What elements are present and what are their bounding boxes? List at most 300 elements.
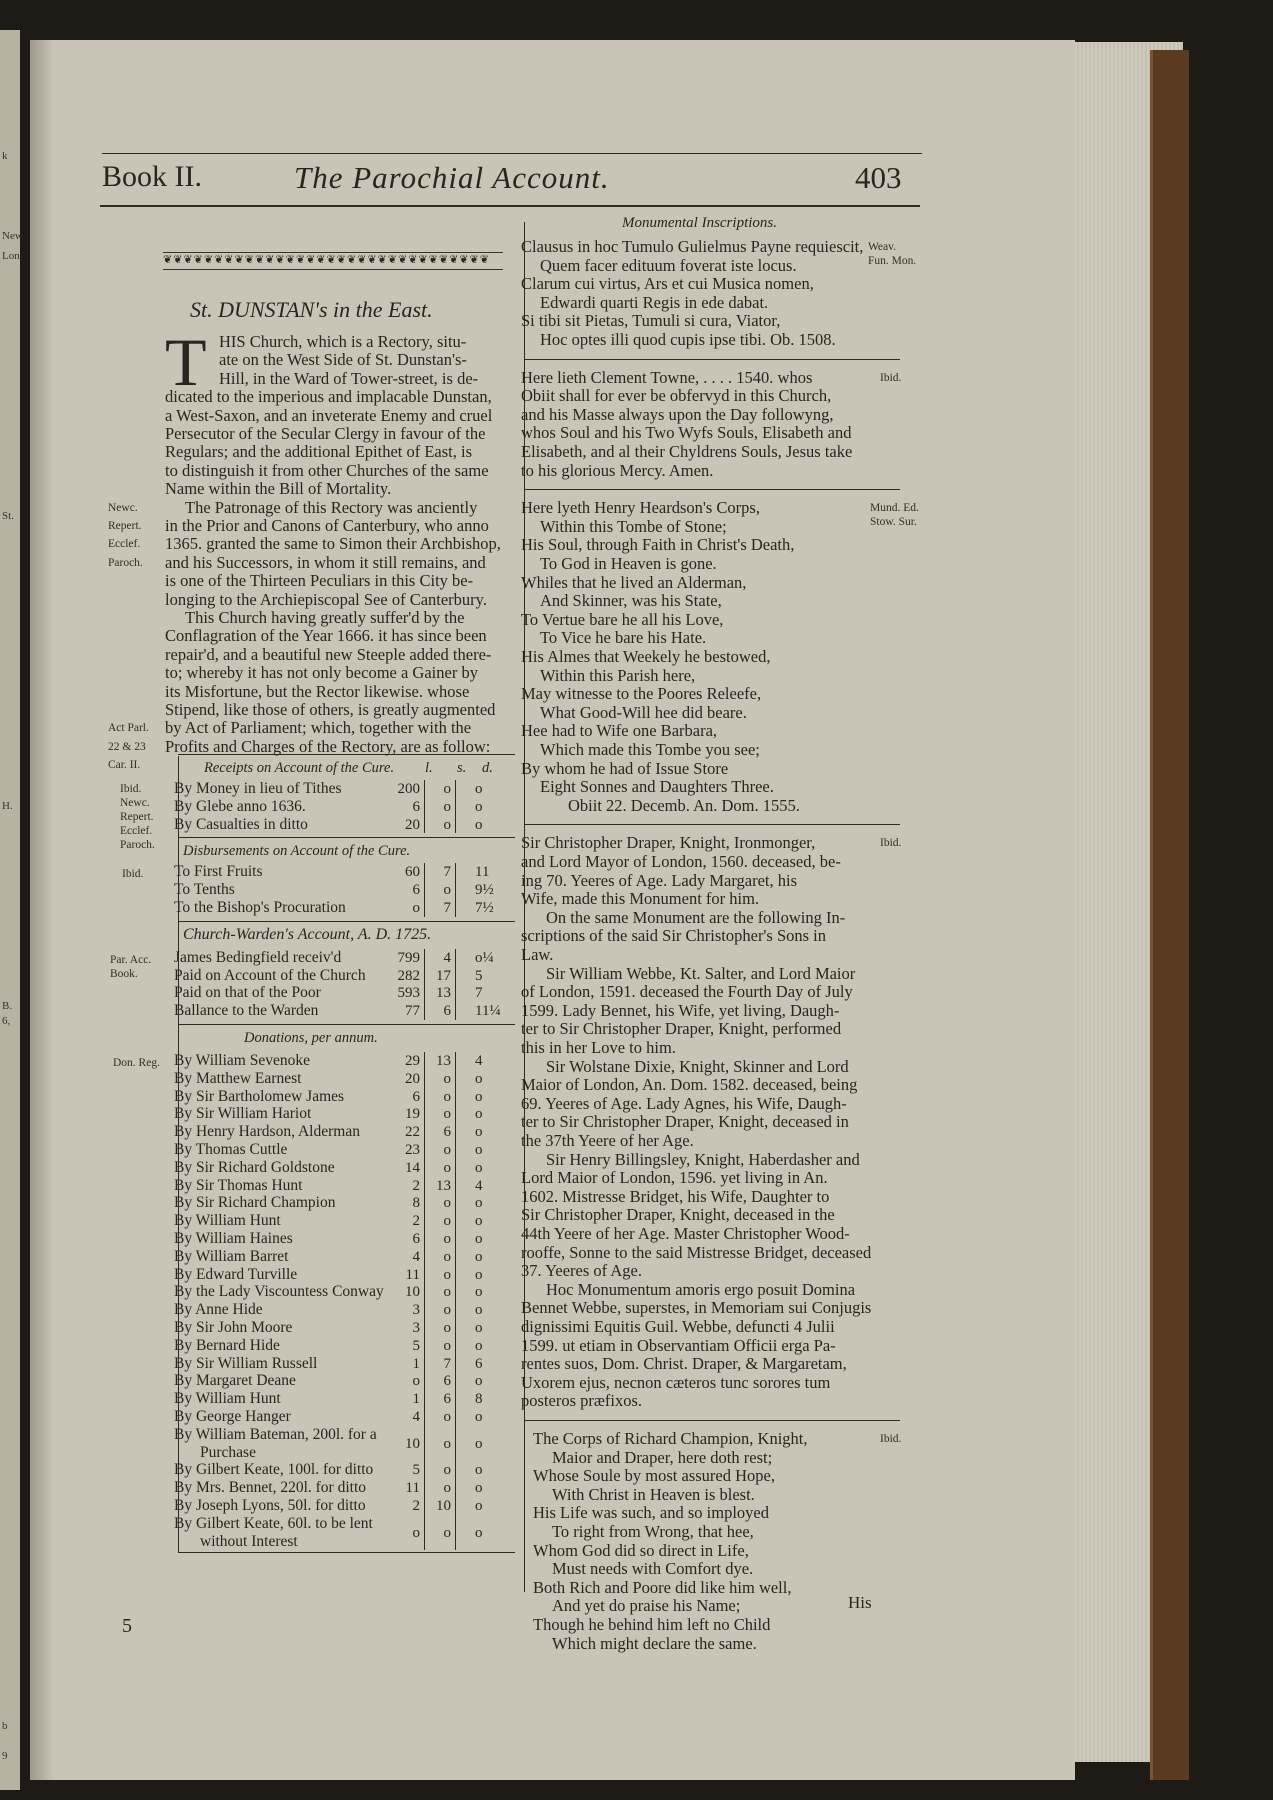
inscription-line: Whiles that he lived an Alderman,: [521, 573, 747, 592]
amount-pence: o: [475, 1195, 483, 1212]
body-line: Name within the Bill of Mortality.: [165, 480, 392, 499]
amount-pounds: 4: [412, 1409, 420, 1425]
entry-label: By William Sevenoke: [174, 1052, 310, 1069]
amount-shillings: o: [443, 1248, 451, 1265]
inscription-line: To right from Wrong, that hee,: [552, 1523, 754, 1541]
entry-label: By Sir Bartholomew James: [174, 1087, 345, 1105]
amount-shillings: o: [443, 798, 451, 815]
header-rule-bottom: [100, 205, 920, 207]
body-line: by Act of Parliament; which, together with the: [165, 719, 472, 738]
margin-note: Ecclef.: [108, 538, 141, 551]
amount-pence: 5: [475, 967, 483, 984]
entry-label: By Glebe anno 1636.: [174, 797, 306, 815]
amount-pounds: 60: [405, 864, 420, 881]
amount-pounds: 282: [397, 967, 420, 984]
amount-pence: o: [475, 1337, 483, 1354]
amount-pence: o: [475, 1524, 483, 1541]
entry-label: Ballance to the Warden: [174, 1002, 319, 1020]
inscription-line: 37. Yeeres of Age.: [521, 1262, 642, 1281]
table-rule: [178, 1552, 515, 1553]
table-rule: [178, 1024, 515, 1025]
inscription-line: To Vice he bare his Hate.: [540, 629, 707, 648]
inscription-line: Law.: [521, 946, 554, 964]
table-frame-left: [178, 756, 179, 1552]
column-rule: [455, 949, 456, 1020]
table-caption: Receipts on Account of the Cure.: [204, 760, 395, 776]
body-line: HIS Church, which is a Rectory, situ-: [219, 333, 467, 351]
amount-pence: 7: [475, 985, 483, 1002]
amount-pence: o: [475, 1248, 483, 1265]
amount-pence: o: [475, 1231, 483, 1247]
inscription-line: posteros præfixos.: [521, 1392, 642, 1411]
edge-fragment: 6,: [2, 1015, 11, 1027]
amount-pounds: o: [412, 1373, 420, 1390]
entry-label: By the Lady Viscountess Conway: [174, 1283, 384, 1301]
inscription-line: Though he behind him left no Child: [533, 1616, 771, 1634]
entry-label: By Margaret Deane: [174, 1372, 296, 1390]
margin-note: Ibid.: [880, 371, 902, 384]
edge-fragment: St.: [2, 510, 14, 522]
amount-shillings: o: [443, 1106, 451, 1123]
amount-pounds: 11: [405, 1480, 420, 1497]
entry-label: By William Hunt: [174, 1212, 281, 1230]
amount-shillings: 13: [436, 1053, 451, 1069]
amount-pence: o: [475, 798, 483, 815]
inscription-line: His Almes that Weekely he bestowed,: [521, 648, 771, 666]
entry-label: By Sir William Russell: [174, 1354, 318, 1372]
amount-shillings: 6: [443, 1124, 451, 1141]
entry-label: By Henry Hardson, Alderman: [174, 1123, 360, 1141]
catchword: His: [848, 1593, 872, 1612]
header-title: The Parochial Account.: [294, 160, 610, 195]
inscription-line: ing 70. Yeeres of Age. Lady Margaret, his: [521, 871, 798, 890]
amount-shillings: o: [443, 1480, 451, 1497]
entry-label: To First Fruits: [174, 863, 263, 881]
inscription-line: rooffe, Sonne to the said Mistresse Bridget, deceased: [521, 1243, 872, 1262]
amount-pounds: 593: [397, 985, 420, 1002]
margin-note: Mund. Ed.: [870, 502, 919, 515]
inscription-line: scriptions of the said Sir Christopher's Sons in: [521, 927, 827, 946]
amount-shillings: o: [443, 1195, 451, 1212]
amount-shillings: o: [443, 882, 451, 899]
inscription-line: and Lord Mayor of London, 1560. deceased, be-: [521, 853, 841, 871]
amount-pence: o: [475, 1106, 483, 1123]
body-line: Conflagration of the Year 1666. it has since been: [165, 627, 487, 646]
amount-pence: o: [475, 1159, 483, 1176]
amount-pounds: 20: [405, 816, 420, 833]
margin-note: Stow. Sur.: [870, 516, 917, 529]
inscription-line: Uxorem ejus, necnon cæteros tunc sorores tum: [521, 1373, 831, 1392]
table-rule: [178, 921, 515, 922]
amount-pence: o: [475, 1373, 483, 1390]
amount-pence: o: [475, 1435, 483, 1452]
entry-label: By Sir John Moore: [174, 1319, 293, 1336]
edge-fragment: Lon: [2, 250, 20, 262]
amount-pence: o: [475, 1462, 483, 1479]
entry-label: By Casualties in ditto: [174, 815, 308, 833]
inscription-line: 1602. Mistresse Bridget, his Wife, Daughter to: [521, 1187, 830, 1206]
inscription-line: May witnesse to the Poores Releefe,: [521, 685, 762, 704]
amount-pence: 9½: [475, 882, 494, 899]
margin-note: Weav.: [868, 241, 897, 253]
body-line: is one of the Thirteen Peculiars in this City be-: [165, 572, 474, 591]
body-line: The Patronage of this Rectory was anciently: [185, 498, 478, 517]
entry-label: By Sir Thomas Hunt: [174, 1176, 303, 1194]
entry-label: By William Haines: [174, 1230, 293, 1247]
amount-pounds: 6: [412, 798, 420, 815]
inscription-line: Si tibi sit Pietas, Tumuli si cura, Viator,: [521, 312, 781, 331]
inscription-line: 44th Yeere of her Age. Master Christopher Wood-: [521, 1225, 850, 1243]
column-rule: [424, 780, 425, 833]
column-rule: [455, 863, 456, 916]
inscription-line: Sir Christopher Draper, Knight, Ironmonger,: [521, 834, 816, 853]
inscription-line: Within this Parish here,: [540, 666, 696, 685]
amount-pence: 11: [475, 864, 490, 881]
amount-pence: 11¼: [475, 1003, 501, 1020]
inscription-line: The Corps of Richard Champion, Knight,: [533, 1430, 808, 1448]
table-caption: Donations, per annum.: [244, 1030, 378, 1046]
body-line: longing to the Archiepiscopal See of Canterbury.: [165, 590, 487, 609]
table-caption: Church-Warden's Account, A. D. 1725.: [183, 925, 432, 943]
body-line: to distinguish it from other Churches of the same: [165, 461, 489, 480]
inscription-rule: [524, 824, 900, 825]
amount-shillings: o: [443, 1266, 451, 1283]
amount-pence: o: [475, 1070, 483, 1087]
inscription-line: Obiit shall for ever be obfervyd in this Church,: [521, 387, 832, 406]
margin-note: Paroch.: [120, 839, 155, 851]
entry-label: By Matthew Earnest: [174, 1069, 302, 1087]
amount-pounds: 3: [412, 1320, 420, 1336]
margin-note: Ibid.: [880, 1433, 902, 1445]
margin-note: Repert.: [120, 811, 154, 823]
amount-shillings: o: [443, 1302, 451, 1319]
amount-shillings: o: [443, 1337, 451, 1354]
inscription-line: and his Masse always upon the Day followyng,: [521, 405, 834, 424]
inscription-line: Clausus in hoc Tumulo Gulielmus Payne requiescit,: [521, 238, 864, 256]
entry-label: By Joseph Lyons, 50l. for ditto: [174, 1497, 366, 1514]
inscription-line: Whom God did so direct in Life,: [533, 1541, 749, 1560]
inscription-line: Elisabeth, and al their Chyldrens Souls, Jesus take: [521, 443, 853, 461]
amount-shillings: o: [443, 1524, 451, 1541]
amount-shillings: o: [443, 1213, 451, 1230]
inscription-line: Clarum cui virtus, Ars et cui Musica nomen,: [521, 275, 814, 294]
margin-note: Don. Reg.: [113, 1057, 160, 1069]
margin-note: Ibid.: [880, 837, 902, 850]
entry-label: To the Bishop's Procuration: [174, 899, 346, 916]
edge-fragment: b: [2, 1720, 8, 1732]
inscription-line: Must needs with Comfort dye.: [552, 1560, 754, 1579]
entry-label: By Gilbert Keate, 100l. for ditto: [174, 1461, 374, 1479]
amount-pence: 4: [475, 1053, 483, 1069]
entry-label: By George Hanger: [174, 1408, 291, 1425]
edge-fragment: H.: [2, 800, 13, 812]
amount-shillings: o: [443, 1435, 451, 1452]
entry-label: By Sir William Hariot: [174, 1105, 312, 1123]
inscription-line: Sir William Webbe, Kt. Salter, and Lord Maior: [546, 964, 856, 983]
entry-label: By William Barret: [174, 1247, 289, 1265]
entry-label: without Interest: [200, 1532, 298, 1550]
margin-note: Newc.: [120, 797, 150, 809]
amount-shillings: 13: [436, 1177, 451, 1194]
inscription-line: Within this Tombe of Stone;: [540, 517, 727, 536]
edge-fragment: k: [2, 150, 8, 162]
amount-shillings: o: [443, 1142, 451, 1158]
body-line: Persecutor of the Secular Clergy in favour of the: [165, 425, 486, 443]
amount-pounds: 6: [412, 1231, 420, 1247]
inscription-line: His Soul, through Faith in Christ's Death,: [521, 536, 795, 555]
body-line: ate on the West Side of St. Dunstan's-: [219, 351, 467, 370]
amount-pounds: 6: [412, 1088, 420, 1105]
margin-note: Book.: [110, 967, 138, 980]
inscription-line: of London, 1591. deceased the Fourth Day of July: [521, 983, 853, 1002]
inscription-line: to his glorious Mercy. Amen.: [521, 461, 714, 480]
entry-label: By Gilbert Keate, 60l. to be lent: [174, 1514, 373, 1532]
amount-pounds: 2: [412, 1177, 420, 1194]
amount-pence: o: [475, 1088, 483, 1105]
signature-mark: 5: [122, 1615, 132, 1637]
inscription-line: Edwardi quarti Regis in ede dabat.: [540, 293, 769, 312]
margin-note: Act Parl.: [108, 722, 149, 735]
inscription-line: ter to Sir Christopher Draper, Knight, deceased in: [521, 1113, 849, 1132]
amount-shillings: o: [443, 1284, 451, 1301]
inscription-line: Sir Christopher Draper, Knight, deceased in the: [521, 1206, 835, 1225]
inscription-line: Here lyeth Henry Heardson's Corps,: [521, 499, 760, 518]
amount-shillings: o: [443, 1088, 451, 1105]
amount-pence: o: [475, 1409, 483, 1425]
inscription-line: To Vertue bare he all his Love,: [521, 610, 724, 629]
inscription-line: Here lieth Clement Towne, . . . . 1540. whos: [521, 368, 813, 387]
amount-pounds: 8: [412, 1195, 420, 1212]
inscription-line: Maior of London, An. Dom. 1582. deceased, being: [521, 1076, 858, 1095]
amount-shillings: o: [443, 816, 451, 833]
margin-note: Par. Acc.: [110, 953, 152, 966]
amount-pence: o: [475, 1284, 483, 1301]
column-head: l.: [425, 760, 433, 776]
entry-label: Paid on that of the Poor: [174, 984, 321, 1002]
inscription-line: To God in Heaven is gone.: [540, 555, 717, 573]
body-line: Regulars; and the additional Epithet of East, is: [165, 443, 473, 462]
inscription-line: Hoc Monumentum amoris ergo posuit Domina: [546, 1280, 856, 1299]
inscription-line: this in her Love to him.: [521, 1039, 676, 1057]
edge-fragment: 9: [2, 1750, 8, 1762]
inscription-line: Sir Wolstane Dixie, Knight, Skinner and Lord: [546, 1057, 849, 1076]
margin-note: Paroch.: [108, 556, 143, 569]
margin-note: Ibid.: [122, 868, 144, 881]
amount-pounds: 1: [412, 1391, 420, 1408]
column-rule: [455, 1052, 456, 1550]
amount-pence: o: [475, 1320, 483, 1336]
entry-label: Paid on Account of the Church: [174, 966, 366, 984]
margin-note: 22 & 23: [108, 740, 146, 753]
amount-shillings: 17: [436, 967, 451, 984]
margin-note: Fun. Mon.: [868, 255, 917, 267]
inscription-line: Obiit 22. Decemb. An. Dom. 1555.: [568, 796, 800, 815]
column-head: d.: [482, 760, 493, 776]
amount-pence: o: [475, 1480, 483, 1497]
amount-pounds: o: [412, 900, 420, 916]
entry-label: By Anne Hide: [174, 1301, 263, 1319]
body-line: 1365. granted the same to Simon their Archbishop,: [165, 535, 501, 554]
amount-pence: 4: [475, 1177, 483, 1194]
entry-label: By Sir Richard Champion: [174, 1194, 336, 1212]
amount-pounds: 10: [405, 1435, 420, 1452]
amount-pounds: 3: [412, 1302, 420, 1319]
page-number: 403: [855, 160, 902, 195]
amount-shillings: o: [443, 1231, 451, 1247]
amount-pounds: 5: [412, 1337, 420, 1354]
entry-label: By Mrs. Bennet, 220l. for ditto: [174, 1479, 367, 1497]
column-rule: [455, 780, 456, 833]
amount-pounds: 77: [405, 1003, 420, 1020]
inscription-line: dignissimi Equitis Guil. Webbe, defuncti 4 Julii: [521, 1318, 835, 1336]
amount-pence: o: [475, 1498, 483, 1514]
book-cover: [1150, 50, 1189, 1780]
ornament-band: ❦❦❦❦❦❦❦❦❦❦❦❦❦❦❦❦❦❦❦❦❦❦❦❦❦❦❦❦❦❦❦❦: [163, 252, 503, 270]
facing-page-edge: [0, 30, 23, 1790]
inscription-line: His Life was such, and so imployed: [533, 1504, 770, 1523]
inscription-line: Hee had to Wife one Barbara,: [521, 722, 718, 741]
inscription-line: Which might declare the same.: [552, 1634, 757, 1653]
inscription-line: And yet do praise his Name;: [552, 1597, 741, 1616]
amount-shillings: 7: [443, 900, 451, 916]
amount-shillings: 6: [443, 1391, 451, 1408]
body-line: repair'd, and a beautiful new Steeple added there-: [165, 645, 492, 664]
amount-pounds: 20: [405, 1070, 420, 1087]
column-rule: [424, 949, 425, 1020]
inscription-line: rentes suos, Dom. Christ. Draper, & Margaretam,: [521, 1355, 847, 1374]
inscription-rule: [524, 489, 900, 490]
amount-shillings: 13: [436, 985, 451, 1002]
amount-pounds: 2: [412, 1213, 420, 1230]
church-heading: St. DUNSTAN's in the East.: [190, 297, 433, 322]
amount-pounds: 10: [405, 1284, 420, 1301]
amount-pence: 6: [475, 1355, 483, 1372]
inscription-line: ter to Sir Christopher Draper, Knight, performed: [521, 1020, 842, 1039]
amount-pence: 8: [475, 1391, 483, 1408]
edge-fragment: B.: [2, 1000, 13, 1012]
inscription-line: the 37th Yeere of her Age.: [521, 1132, 694, 1150]
amount-shillings: o: [443, 1409, 451, 1425]
inscription-line: 69. Yeeres of Age. Lady Agnes, his Wife, Daugh-: [521, 1094, 847, 1113]
amount-shillings: o: [443, 1320, 451, 1336]
amount-shillings: o: [443, 1159, 451, 1176]
table-rule: [178, 754, 515, 755]
margin-note: Ibid.: [120, 783, 142, 795]
table-rule: [178, 837, 515, 838]
amount-shillings: 6: [443, 1373, 451, 1390]
body-line: to; whereby it has not only become a Gainer by: [165, 664, 478, 683]
right-caption: Monumental Inscriptions.: [622, 215, 777, 231]
margin-note: Car. II.: [108, 759, 141, 772]
body-line: in the Prior and Canons of Canterbury, who anno: [165, 517, 489, 535]
amount-pounds: 6: [412, 882, 420, 899]
amount-pounds: 4: [412, 1248, 420, 1265]
inscription-line: Wife, made this Monument for him.: [521, 890, 760, 909]
edge-fragment: New: [2, 230, 23, 242]
inscription-line: whos Soul and his Two Wyfs Souls, Elisabeth and: [521, 424, 852, 443]
amount-shillings: 7: [443, 1355, 451, 1372]
amount-pounds: 19: [405, 1106, 420, 1123]
inscription-line: On the same Monument are the following In-: [546, 908, 846, 927]
inscription-line: Hoc optes illi quod cupis ipse tibi. Ob. 1508.: [540, 331, 836, 349]
amount-pence: 7½: [475, 900, 494, 916]
entry-label: By Sir Richard Goldstone: [174, 1158, 335, 1176]
amount-pence: o¼: [475, 949, 494, 966]
entry-label: Purchase: [200, 1443, 256, 1461]
column-rule: [424, 1052, 425, 1550]
inscription-line: Maior and Draper, here doth rest;: [552, 1448, 773, 1467]
amount-pence: o: [475, 1213, 483, 1230]
amount-pounds: 2: [412, 1498, 420, 1514]
body-line: dicated to the imperious and implacable Dunstan,: [165, 388, 492, 407]
amount-shillings: o: [443, 781, 451, 797]
inscription-rule: [524, 1420, 900, 1421]
amount-pence: o: [475, 1124, 483, 1141]
amount-pounds: 200: [397, 781, 420, 797]
drop-capital: T: [165, 324, 207, 400]
amount-pounds: 799: [397, 949, 420, 966]
inscription-line: Which made this Tombe you see;: [540, 741, 760, 759]
amount-shillings: 7: [443, 864, 451, 881]
body-line: Stipend, like those of others, is greatly augmented: [165, 701, 496, 719]
entry-label: To Tenths: [174, 881, 235, 899]
margin-note: Repert.: [108, 520, 142, 532]
entry-label: By Bernard Hide: [174, 1336, 280, 1354]
inscription-line: Both Rich and Poore did like him well,: [533, 1578, 792, 1597]
amount-pence: o: [475, 1302, 483, 1319]
amount-pounds: 23: [405, 1142, 420, 1158]
entry-label: By Money in lieu of Tithes: [174, 780, 342, 797]
inscription-line: Quem facer edituum foverat iste locus.: [540, 256, 797, 275]
inscription-rule: [524, 359, 900, 360]
body-line: and his Successors, in whom it still remains, and: [165, 553, 486, 572]
body-line: Profits and Charges of the Rectory, are as follow:: [165, 737, 491, 756]
entry-label: By Thomas Cuttle: [174, 1141, 288, 1158]
amount-pounds: 5: [412, 1462, 420, 1479]
amount-pounds: 1: [412, 1355, 420, 1372]
amount-pence: o: [475, 1266, 483, 1283]
header-rule-top: [102, 153, 922, 154]
amount-shillings: o: [443, 1070, 451, 1087]
entry-label: By William Hunt: [174, 1390, 281, 1408]
amount-shillings: 10: [436, 1498, 451, 1514]
amount-pence: o: [475, 781, 483, 797]
inscription-line: Bennet Webbe, superstes, in Memoriam sui Conjugis: [521, 1299, 872, 1318]
amount-shillings: o: [443, 1462, 451, 1479]
inscription-line: Eight Sonnes and Daughters Three.: [540, 778, 774, 797]
amount-pence: o: [475, 816, 483, 833]
body-line: a West-Saxon, and an inveterate Enemy and cruel: [165, 406, 493, 425]
inscription-line: Sir Henry Billingsley, Knight, Haberdasher and: [546, 1150, 860, 1169]
header-book-label: Book II.: [102, 160, 202, 193]
inscription-line: Whose Soule by most assured Hope,: [533, 1467, 775, 1486]
amount-pounds: o: [412, 1524, 420, 1541]
margin-note: Ecclef.: [120, 825, 153, 837]
column-rule: [424, 863, 425, 916]
amount-shillings: 4: [443, 949, 451, 966]
inscription-line: With Christ in Heaven is blest.: [552, 1485, 755, 1504]
inscription-line: And Skinner, was his State,: [540, 592, 722, 611]
inscription-line: What Good-Will hee did beare.: [540, 703, 747, 722]
amount-pounds: 11: [405, 1266, 420, 1283]
amount-pounds: 22: [405, 1124, 420, 1141]
amount-shillings: 6: [443, 1003, 451, 1020]
inscription-line: 1599. ut etiam in Observantiam Officii erga Pa-: [521, 1336, 836, 1355]
amount-pounds: 14: [405, 1159, 420, 1176]
amount-pence: o: [475, 1142, 483, 1158]
inscription-line: 1599. Lady Bennet, his Wife, yet living, Daugh-: [521, 1001, 840, 1020]
body-line: Hill, in the Ward of Tower-street, is de-: [219, 369, 479, 388]
